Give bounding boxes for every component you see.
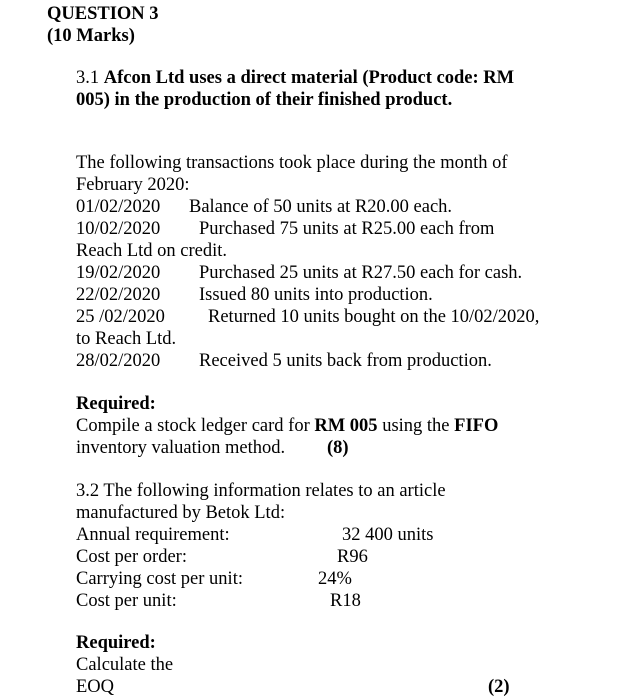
item-label: Annual requirement: — [76, 525, 230, 545]
transaction-text: Purchased 25 units at R27.50 each for cash. — [199, 263, 523, 283]
item-value: R96 — [337, 547, 368, 567]
part1-intro-text: Afcon Ltd uses a direct material (Product code: RM — [103, 68, 515, 88]
item-label: Cost per unit: — [76, 591, 177, 611]
part1-marks: (8) — [327, 438, 349, 458]
transaction-text: Purchased 75 units at R25.00 each from — [199, 219, 495, 239]
question-title: QUESTION 3 — [47, 4, 159, 24]
transaction-date: 10/02/2020 — [76, 219, 161, 239]
item-label: Cost per order: — [76, 547, 187, 567]
transaction-date: 01/02/2020 — [76, 197, 161, 217]
part2-intro-line2: manufactured by Betok Ltd: — [76, 503, 286, 523]
required-text: Compile a stock ledger card for — [76, 416, 315, 436]
part2-required-line1: Calculate the — [76, 655, 174, 675]
question-marks: (10 Marks) — [47, 26, 135, 46]
part2-marks: (2) — [488, 677, 510, 697]
transaction-text-continued: to Reach Ltd. — [76, 329, 177, 349]
transaction-text-continued: Reach Ltd on credit. — [76, 241, 228, 261]
part2-required-label: Required: — [76, 633, 156, 653]
part2-intro-line1: 3.2 The following information relates to an article — [76, 481, 446, 501]
transaction-date: 19/02/2020 — [76, 263, 161, 283]
transaction-date: 25 /02/2020 — [76, 307, 165, 327]
transactions-intro-line1: The following transactions took place during the month of — [76, 153, 508, 173]
item-value: 32 400 units — [342, 525, 434, 545]
item-label: Carrying cost per unit: — [76, 569, 243, 589]
transaction-text: Received 5 units back from production. — [199, 351, 492, 371]
item-value: R18 — [330, 591, 361, 611]
part1-intro-line2: 005) in the production of their finished product. — [76, 90, 453, 110]
transaction-text: Returned 10 units bought on the 10/02/2020, — [208, 307, 540, 327]
transaction-text: Issued 80 units into production. — [199, 285, 433, 305]
part2-required-line2: EOQ — [76, 677, 115, 697]
part1-required-line1 — [76, 415, 498, 437]
part1-required-label: Required: — [76, 394, 156, 414]
transaction-text: Balance of 50 units at R20.00 each. — [189, 197, 453, 217]
product-code: RM 005 — [314, 416, 378, 436]
part1-intro-line1 — [76, 67, 514, 89]
transaction-date: 22/02/2020 — [76, 285, 161, 305]
required-text: using the — [377, 416, 455, 436]
part1-number: 3.1 — [76, 68, 104, 88]
valuation-method: FIFO — [454, 416, 499, 436]
part1-required-line2: inventory valuation method. — [76, 438, 286, 458]
transactions-intro-line2: February 2020: — [76, 175, 190, 195]
item-value: 24% — [318, 569, 352, 589]
transaction-date: 28/02/2020 — [76, 351, 161, 371]
